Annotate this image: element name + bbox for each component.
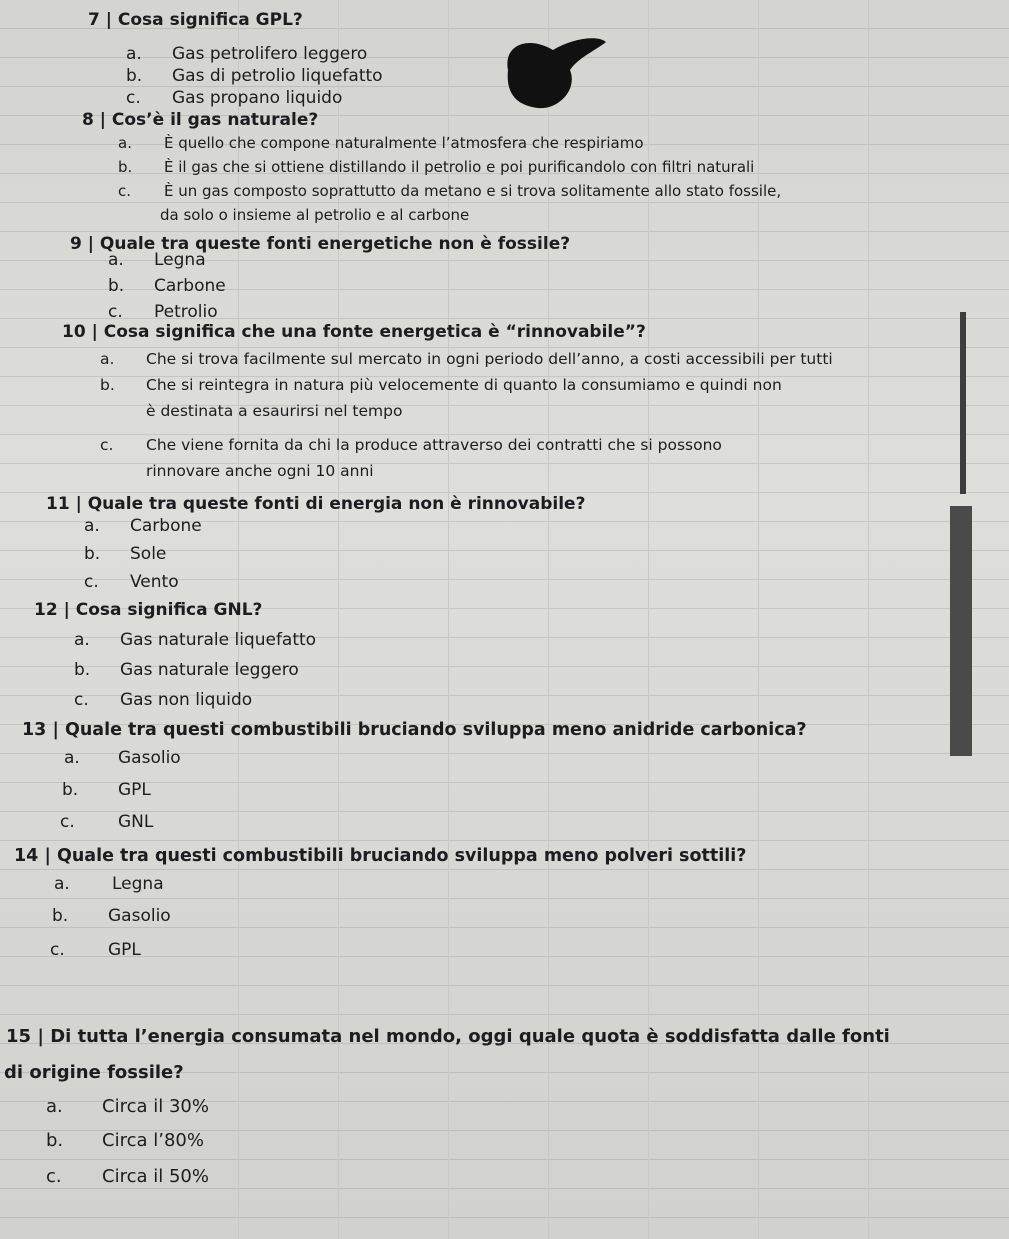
option-letter: b.: [74, 660, 91, 680]
option-text: Legna: [112, 874, 164, 894]
question-text: Cos’è il gas naturale?: [111, 110, 319, 130]
question-11-option-a: [84, 516, 202, 536]
question-text: Quale tra queste fonti energetiche non è fossile?: [99, 234, 571, 254]
question-9-option-c: [108, 302, 218, 322]
separator: |: [63, 600, 70, 620]
question-14-option-b: [52, 906, 171, 926]
question-text: Cosa significa che una fonte energetica è “rinnovabile”?: [103, 322, 646, 342]
question-14-option-c: [50, 940, 141, 960]
page-edge-shadow: [950, 506, 972, 756]
option-letter: c.: [108, 302, 123, 322]
question-13-option-c: [60, 812, 153, 832]
question-9-option-a: [108, 250, 206, 270]
option-letter: b.: [118, 158, 133, 176]
option-text: Che si trova facilmente sul mercato in ogni periodo dell’anno, a costi accessibili per tutti: [146, 350, 833, 368]
question-12-option-a: [74, 630, 316, 650]
option-text: Gas naturale liquefatto: [120, 630, 317, 650]
question-13-option-b: [62, 780, 151, 800]
option-letter: b.: [108, 276, 125, 296]
question-number: 14: [14, 846, 39, 866]
separator: |: [52, 720, 59, 740]
question-text: Quale tra questi combustibili bruciando sviluppa meno anidride carbonica?: [64, 720, 807, 740]
option-text: Legna: [154, 250, 206, 270]
question-text: Di tutta l’energia consumata nel mondo, oggi quale quota è soddisfatta dalle fonti: [50, 1026, 890, 1047]
question-11-option-c: [84, 572, 179, 592]
question-7-option-c: [126, 88, 342, 108]
question-10-heading: [62, 322, 646, 342]
question-text: Cosa significa GNL?: [75, 600, 263, 620]
option-text: Carbone: [130, 516, 202, 536]
option-letter: c.: [84, 572, 99, 592]
option-letter: a.: [54, 874, 70, 894]
option-letter: b.: [84, 544, 101, 564]
question-text: Quale tra questi combustibili bruciando sviluppa meno polveri sottili?: [56, 846, 747, 866]
option-letter: c.: [74, 690, 89, 710]
option-letter: c.: [118, 182, 132, 200]
question-13-option-a: [64, 748, 181, 768]
option-text: GPL: [118, 780, 151, 800]
question-8-option-c: [118, 182, 781, 200]
option-text: Carbone: [154, 276, 226, 296]
option-text: Gas propano liquido: [172, 88, 343, 108]
option-text: Petrolio: [154, 302, 218, 322]
question-number: 7: [88, 10, 100, 30]
option-text: Gas di petrolio liquefatto: [172, 66, 383, 86]
option-text: Circa l’80%: [102, 1130, 204, 1151]
option-letter: b.: [126, 66, 143, 86]
question-15-heading: [6, 1026, 890, 1047]
question-8-heading: [82, 110, 318, 130]
separator: |: [105, 10, 112, 30]
separator: |: [99, 110, 106, 130]
question-9-option-b: [108, 276, 226, 296]
question-15-option-a: [46, 1096, 209, 1117]
question-15-heading-continuation: di origine fossile?: [4, 1062, 184, 1083]
question-12-option-c: [74, 690, 252, 710]
option-letter: c.: [100, 436, 114, 454]
option-text: Che si reintegra in natura più velocemente di quanto la consumiamo e quindi non: [146, 376, 782, 394]
question-14-option-a: [54, 874, 164, 894]
question-11-option-b: [84, 544, 166, 564]
option-letter: a.: [118, 134, 132, 152]
question-number: 10: [62, 322, 86, 342]
separator: |: [87, 234, 94, 254]
option-letter: c.: [60, 812, 75, 832]
option-letter: c.: [50, 940, 65, 960]
question-8-option-c-continuation: da solo o insieme al petrolio e al carbone: [160, 206, 470, 224]
option-text: Circa il 50%: [102, 1166, 209, 1187]
separator: |: [75, 494, 82, 514]
option-letter: a.: [64, 748, 80, 768]
dark-object-occlusion: [498, 30, 608, 115]
option-letter: c.: [46, 1166, 62, 1187]
question-15-option-c: [46, 1166, 209, 1187]
option-letter: c.: [126, 88, 141, 108]
question-text: Cosa significa GPL?: [117, 10, 303, 30]
option-text: GPL: [108, 940, 141, 960]
question-10-option-b: [100, 376, 782, 394]
option-text: È quello che compone naturalmente l’atmosfera che respiriamo: [164, 134, 644, 152]
question-10-option-b-continuation: è destinata a esaurirsi nel tempo: [146, 402, 403, 420]
option-text: Che viene fornita da chi la produce attraverso dei contratti che si possono: [146, 436, 722, 454]
option-letter: b.: [46, 1130, 64, 1151]
question-number: 9: [70, 234, 82, 254]
option-letter: a.: [108, 250, 124, 270]
question-7-option-a: [126, 44, 367, 64]
separator: |: [91, 322, 98, 342]
option-letter: a.: [100, 350, 115, 368]
question-12-heading: [34, 600, 262, 620]
option-text: GNL: [118, 812, 154, 832]
question-13-heading: [22, 720, 807, 740]
option-letter: a.: [46, 1096, 63, 1117]
separator: |: [37, 1026, 44, 1047]
option-text: Gasolio: [108, 906, 171, 926]
question-number: 15: [6, 1026, 32, 1047]
question-12-option-b: [74, 660, 299, 680]
question-number: 12: [34, 600, 58, 620]
question-number: 8: [82, 110, 94, 130]
question-number: 11: [46, 494, 70, 514]
page-edge-shadow: [960, 312, 966, 494]
option-letter: b.: [62, 780, 79, 800]
option-text: Gas petrolifero leggero: [172, 44, 368, 64]
option-letter: a.: [84, 516, 100, 536]
option-letter: b.: [100, 376, 115, 394]
question-number: 13: [22, 720, 47, 740]
question-8-option-a: [118, 134, 644, 152]
question-8-option-b: [118, 158, 754, 176]
question-11-heading: [46, 494, 585, 514]
question-7-heading: [88, 10, 303, 30]
question-text: Quale tra queste fonti di energia non è rinnovabile?: [87, 494, 586, 514]
question-7-option-b: [126, 66, 383, 86]
option-text: Sole: [130, 544, 167, 564]
question-14-heading: [14, 846, 746, 866]
option-text: È un gas composto soprattutto da metano e si trova solitamente allo stato fossile,: [164, 182, 782, 200]
option-text: Vento: [130, 572, 179, 592]
option-text: È il gas che si ottiene distillando il petrolio e poi purificandolo con filtri naturali: [164, 158, 755, 176]
grid-line: [868, 0, 869, 1239]
question-10-option-a: [100, 350, 833, 368]
option-text: Circa il 30%: [102, 1096, 209, 1117]
question-10-option-c-continuation: rinnovare anche ogni 10 anni: [146, 462, 374, 480]
question-15-option-b: [46, 1130, 204, 1151]
option-text: Gas naturale leggero: [120, 660, 299, 680]
question-10-option-c: [100, 436, 722, 454]
option-letter: a.: [126, 44, 142, 64]
separator: |: [44, 846, 51, 866]
option-letter: b.: [52, 906, 69, 926]
option-text: Gasolio: [118, 748, 181, 768]
option-letter: a.: [74, 630, 90, 650]
option-text: Gas non liquido: [120, 690, 253, 710]
